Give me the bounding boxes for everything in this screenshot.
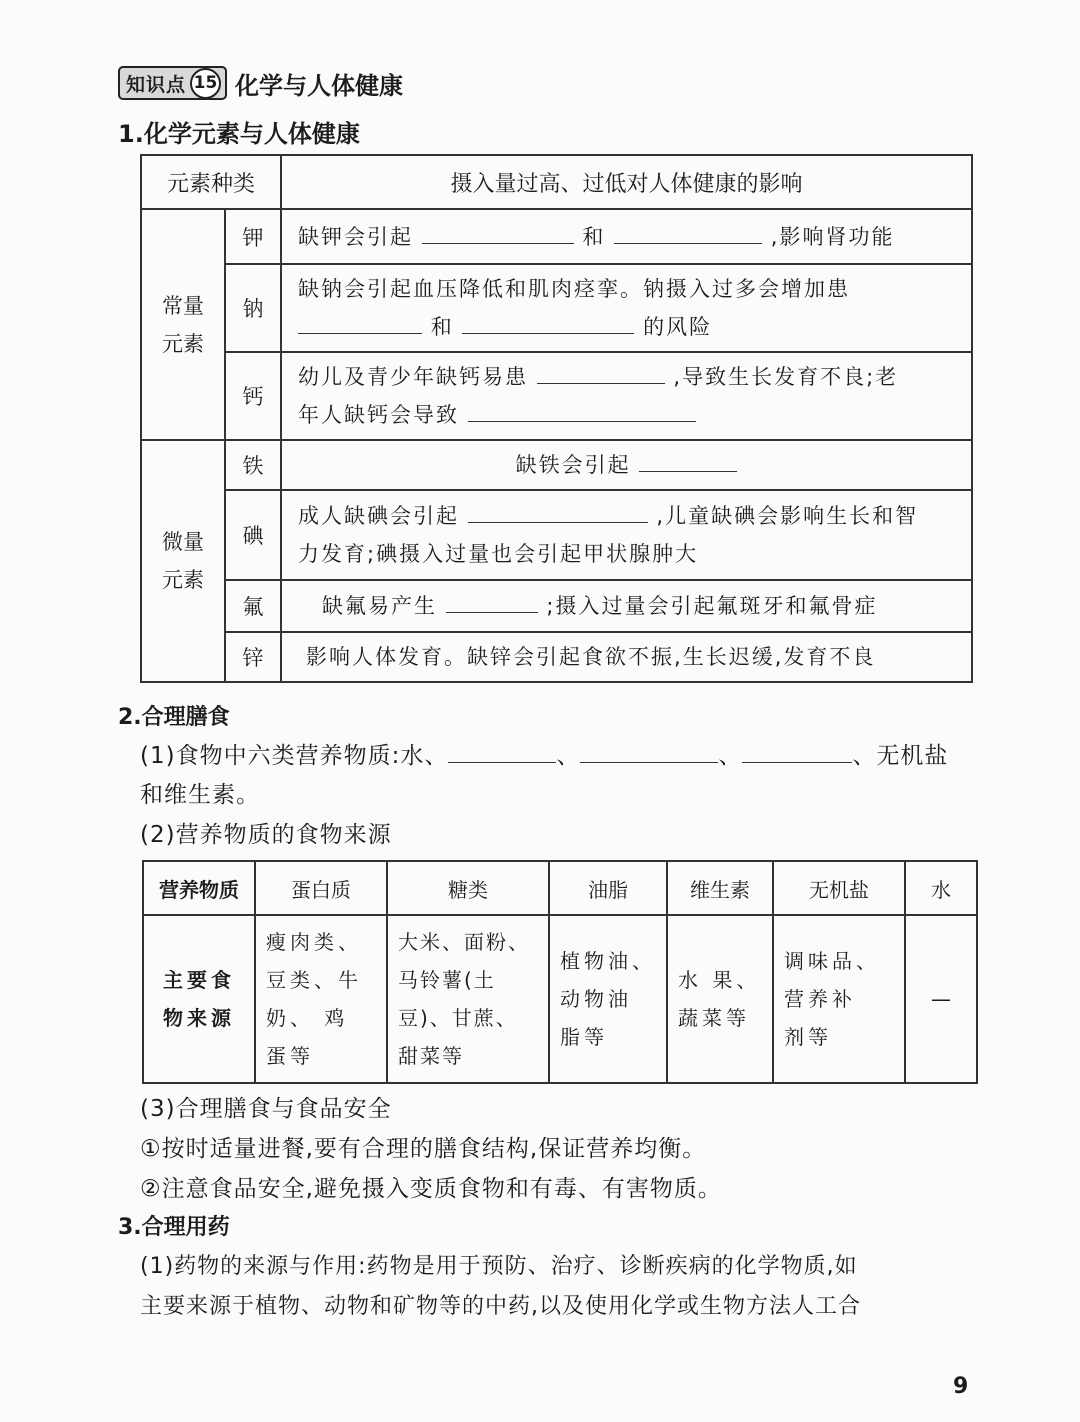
diet-point-2: ②注意食品安全,避免摄入变质食物和有毒、有害物质。 [140,1176,722,1202]
element-name: 碘 [225,490,281,580]
medicine-line-1: (1)药物的来源与作用:药物是用于预防、治疗、诊断疾病的化学物质,如 [140,1254,858,1279]
header-protein: 蛋白质 [255,861,387,915]
element-effect: 缺氟易产生 ;摄入过量会引起氟斑牙和氟骨症 [281,580,972,632]
fill-blank[interactable] [462,309,634,334]
element-effect: 影响人体发育。缺锌会引起食欲不振,生长迟缓,发育不良 [281,632,972,682]
section-heading: 化学与人体健康 [235,71,404,100]
table-header-row [143,861,977,915]
section1-title: 1.化学元素与人体健康 [118,120,360,148]
badge-label: 知识点 [126,73,187,96]
sugar-sources: 大米、面粉、 马铃薯(土 豆)、甘蔗、 甜菜等 [387,915,549,1083]
element-effect: 缺钠会引起血压降低和肌肉痉挛。钠摄入过多会增加患 和 的风险 [281,264,972,352]
element-name: 钙 [225,352,281,440]
element-name: 钾 [225,209,281,264]
nutrients-question: (1)食物中六类营养物质:水、 、 、 、无机盐 [140,738,948,771]
food-sources-table [142,860,978,1084]
fill-blank[interactable] [446,588,538,613]
element-name: 铁 [225,440,281,490]
fill-blank[interactable] [742,738,852,763]
element-effect: 幼儿及青少年缺钙易患 ,导致生长发育不良;老 年人缺钙会导致 [281,352,972,440]
fat-sources: 植物油、 动物油 脂等 [549,915,667,1083]
page-number: 9 [953,1374,969,1399]
fill-blank[interactable] [580,738,718,763]
fill-blank[interactable] [468,498,648,523]
element-name: 氟 [225,580,281,632]
knowledge-point-badge [118,66,227,100]
col-header-element-type: 元素种类 [141,155,281,209]
section2-title: 2.合理膳食 [118,705,230,730]
table-row [141,352,972,440]
food-sources-heading: (2)营养物质的食物来源 [140,822,392,848]
nutrients-question-line2: 和维生素。 [140,782,260,808]
header-mineral: 无机盐 [773,861,905,915]
diet-point-1: ①按时适量进餐,要有合理的膳食结构,保证营养均衡。 [140,1136,707,1162]
diet-safety-heading: (3)合理膳食与食品安全 [140,1096,392,1122]
header-sugar: 糖类 [387,861,549,915]
fill-blank[interactable] [468,397,696,422]
header-vitamin: 维生素 [667,861,773,915]
section3-title: 3.合理用药 [118,1215,230,1240]
fill-blank[interactable] [639,447,737,472]
mineral-sources: 调味品、 营养补 剂等 [773,915,905,1083]
fill-blank[interactable] [537,359,665,384]
table-row [141,632,972,682]
medicine-line-2: 主要来源于植物、动物和矿物等的中药,以及使用化学或生物方法人工合 [140,1294,861,1319]
badge-number: 15 [190,68,221,99]
trace-elements-label: 微量 元素 [141,440,225,682]
water-sources: — [905,915,977,1083]
fill-blank[interactable] [298,309,422,334]
header-fat: 油脂 [549,861,667,915]
fill-blank[interactable] [614,219,762,244]
protein-sources: 瘦肉类、 豆类、牛 奶、 鸡 蛋等 [255,915,387,1083]
table-row [141,264,972,352]
element-effect: 成人缺碘会引起 ,儿童缺碘会影响生长和智 力发育;碘摄入过量也会引起甲状腺肿大 [281,490,972,580]
table-row [141,490,972,580]
element-name: 锌 [225,632,281,682]
table-row [141,580,972,632]
header-water: 水 [905,861,977,915]
element-name: 钠 [225,264,281,352]
element-effect: 缺铁会引起 [281,440,972,490]
header-nutrient: 营养物质 [143,861,255,915]
knowledge-point-header [118,66,403,100]
elements-health-table [140,154,973,683]
row-label-food-source: 主要食 物来源 [143,915,255,1083]
fill-blank[interactable] [422,219,574,244]
element-effect: 缺钾会引起 和 ,影响肾功能 [281,209,972,264]
vitamin-sources: 水 果、 蔬菜等 [667,915,773,1083]
table-row [141,209,972,264]
fill-blank[interactable] [448,738,556,763]
table-row [143,915,977,1083]
col-header-effect: 摄入量过高、过低对人体健康的影响 [281,155,972,209]
major-elements-label: 常量 元素 [141,209,225,440]
table-row [141,440,972,490]
